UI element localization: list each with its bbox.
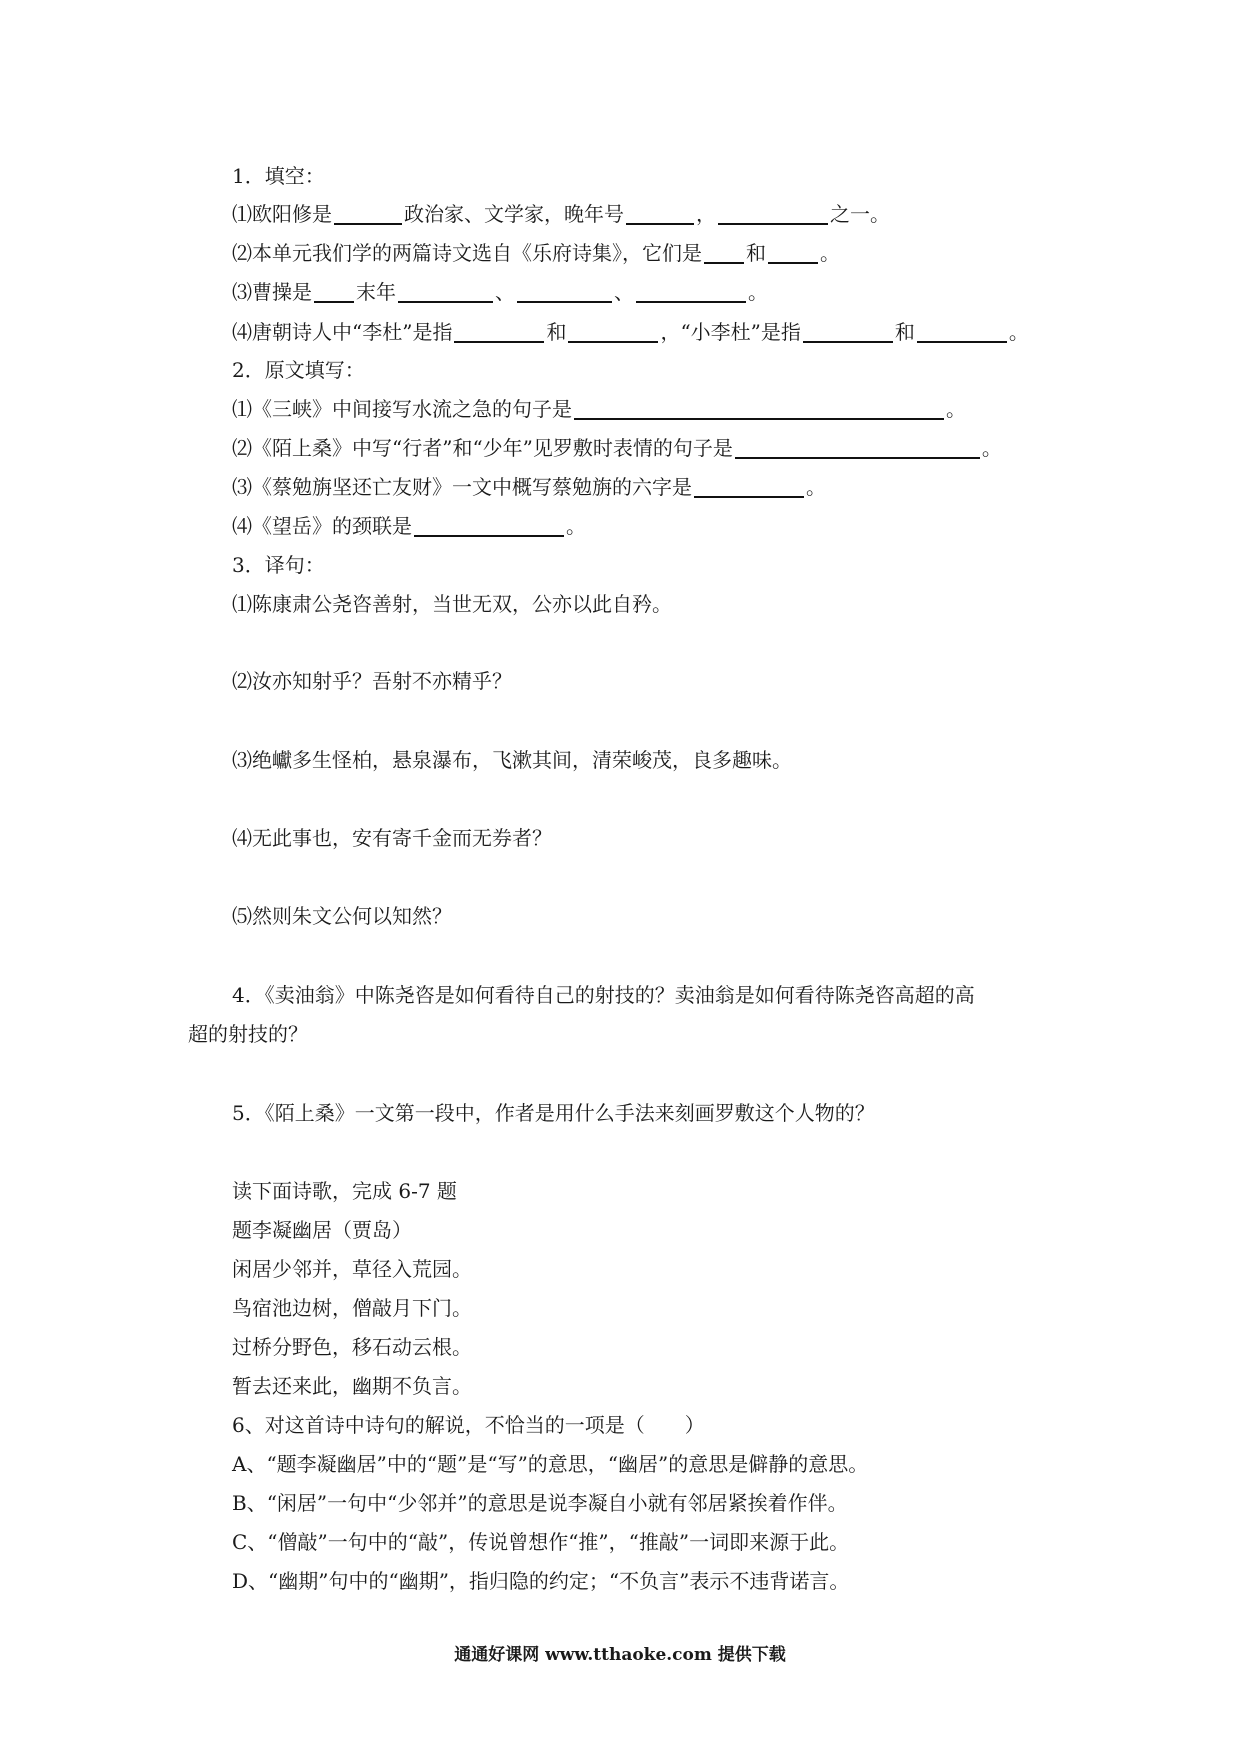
q1-item-1-text-d: 之一。 <box>830 202 890 226</box>
q2-item-4 <box>232 512 586 540</box>
q2-item-1-text-b: 。 <box>946 397 966 421</box>
poem-line: 鸟宿池边树，僧敲月下门。 <box>232 1296 472 1320</box>
q2-item-2 <box>232 434 1002 462</box>
q6-option-a[interactable]: A、“题李凝幽居”中的“题”是“写”的意思，“幽居”的意思是僻静的意思。 <box>232 1452 869 1476</box>
poem-line: 闲居少邻并，草径入荒园。 <box>232 1257 472 1281</box>
blank[interactable] <box>803 319 893 343</box>
q4-line-1: 4．《卖油翁》中陈尧咨是如何看待自己的射技的？卖油翁是如何看待陈尧咨高超的高 <box>232 983 975 1007</box>
blank[interactable] <box>636 279 746 303</box>
q4-line-2: 超的射技的？ <box>188 1022 308 1046</box>
q1-item-1-text-a: ⑴欧阳修是 <box>232 202 332 226</box>
poem-intro: 读下面诗歌，完成 6-7 题 <box>232 1179 457 1203</box>
blank[interactable] <box>718 201 828 225</box>
q2-heading: 2．原文填写： <box>232 358 365 382</box>
q3-item: ⑵汝亦知射乎？吾射不亦精乎？ <box>232 669 512 693</box>
q6-option-c[interactable]: C、“僧敲”一句中的“敲”，传说曾想作“推”，“推敲”一词即来源于此。 <box>232 1530 850 1554</box>
q1-item-1 <box>232 200 890 228</box>
q1-item-4-text-b: 和 <box>546 320 567 344</box>
q3-item: ⑷无此事也，安有寄千金而无券者？ <box>232 826 552 850</box>
q2-item-1-text-a: ⑴《三峡》中间接写水流之急的句子是 <box>232 397 572 421</box>
blank[interactable] <box>768 240 818 264</box>
q1-item-3-text-b: 末年 <box>356 280 396 304</box>
q1-item-4-text-c: ，“小李杜”是指 <box>660 320 801 344</box>
poem-line: 过桥分野色，移石动云根。 <box>232 1335 472 1359</box>
blank[interactable] <box>517 279 612 303</box>
blank[interactable] <box>626 201 694 225</box>
q1-item-4-text-a: ⑷唐朝诗人中“李杜”是指 <box>232 320 453 344</box>
q1-item-2 <box>232 239 840 267</box>
q2-item-4-text-a: ⑷《望岳》的颈联是 <box>232 514 412 538</box>
q1-item-4-text-e: 。 <box>1008 320 1029 344</box>
q2-item-3-text-a: ⑶《蔡勉旃坚还亡友财》一文中概写蔡勉旃的六字是 <box>232 475 692 499</box>
blank[interactable] <box>454 319 544 343</box>
q2-item-2-text-b: 。 <box>981 436 1002 460</box>
q1-item-4-text-d: 和 <box>894 320 915 344</box>
q1-item-3-text-c: 、 <box>495 280 515 304</box>
poem-title: 题李凝幽居（贾岛） <box>232 1218 412 1242</box>
q2-item-4-text-b: 。 <box>566 514 586 538</box>
q6-option-b[interactable]: B、“闲居”一句中“少邻并”的意思是说李凝自小就有邻居紧挨着作伴。 <box>232 1491 848 1515</box>
q1-item-1-text-b: 政治家、文学家，晚年号 <box>404 202 624 226</box>
blank[interactable] <box>314 279 354 303</box>
blank[interactable] <box>735 435 980 459</box>
blank[interactable] <box>694 474 804 498</box>
q3-item: ⑸然则朱文公何以知然？ <box>232 904 452 928</box>
blank[interactable] <box>334 201 402 225</box>
blank[interactable] <box>704 240 744 264</box>
q2-item-3-text-b: 。 <box>806 475 826 499</box>
q1-item-4 <box>232 318 1029 346</box>
q1-item-3 <box>232 278 768 306</box>
q1-item-3-text-d: 、 <box>614 280 634 304</box>
q3-item: ⑶绝巘多生怪柏，悬泉瀑布，飞漱其间，清荣峻茂，良多趣味。 <box>232 748 792 772</box>
q1-item-1-text-c: ， <box>696 202 716 226</box>
q3-item: ⑴陈康肃公尧咨善射，当世无双，公亦以此自矜。 <box>232 592 672 616</box>
page-footer: 通通好课网 www.tthaoke.com 提供下载 <box>454 1645 786 1665</box>
blank[interactable] <box>398 279 493 303</box>
q5-text: 5．《陌上桑》一文第一段中，作者是用什么手法来刻画罗敷这个人物的？ <box>232 1101 875 1125</box>
q3-heading: 3．译句： <box>232 553 325 577</box>
q2-item-2-text-a: ⑵《陌上桑》中写“行者”和“少年”见罗敷时表情的句子是 <box>232 436 733 460</box>
blank[interactable] <box>568 319 658 343</box>
q1-item-3-text-a: ⑶曹操是 <box>232 280 312 304</box>
q2-item-1 <box>232 395 966 423</box>
q1-item-3-text-e: 。 <box>748 280 768 304</box>
q1-heading: 1．填空： <box>232 164 325 188</box>
blank[interactable] <box>574 396 944 420</box>
poem-line: 暂去还来此，幽期不负言。 <box>232 1374 472 1398</box>
q6-option-d[interactable]: D、“幽期”句中的“幽期”，指归隐的约定；“不负言”表示不违背诺言。 <box>232 1569 850 1593</box>
blank[interactable] <box>917 319 1007 343</box>
blank[interactable] <box>414 513 564 537</box>
q1-item-2-text-b: 和 <box>746 241 766 265</box>
q1-item-2-text-a: ⑵本单元我们学的两篇诗文选自《乐府诗集》，它们是 <box>232 241 702 265</box>
q1-item-2-text-c: 。 <box>820 241 840 265</box>
q2-item-3 <box>232 473 826 501</box>
q6-stem: 6、对这首诗中诗句的解说，不恰当的一项是（ ） <box>232 1413 705 1437</box>
